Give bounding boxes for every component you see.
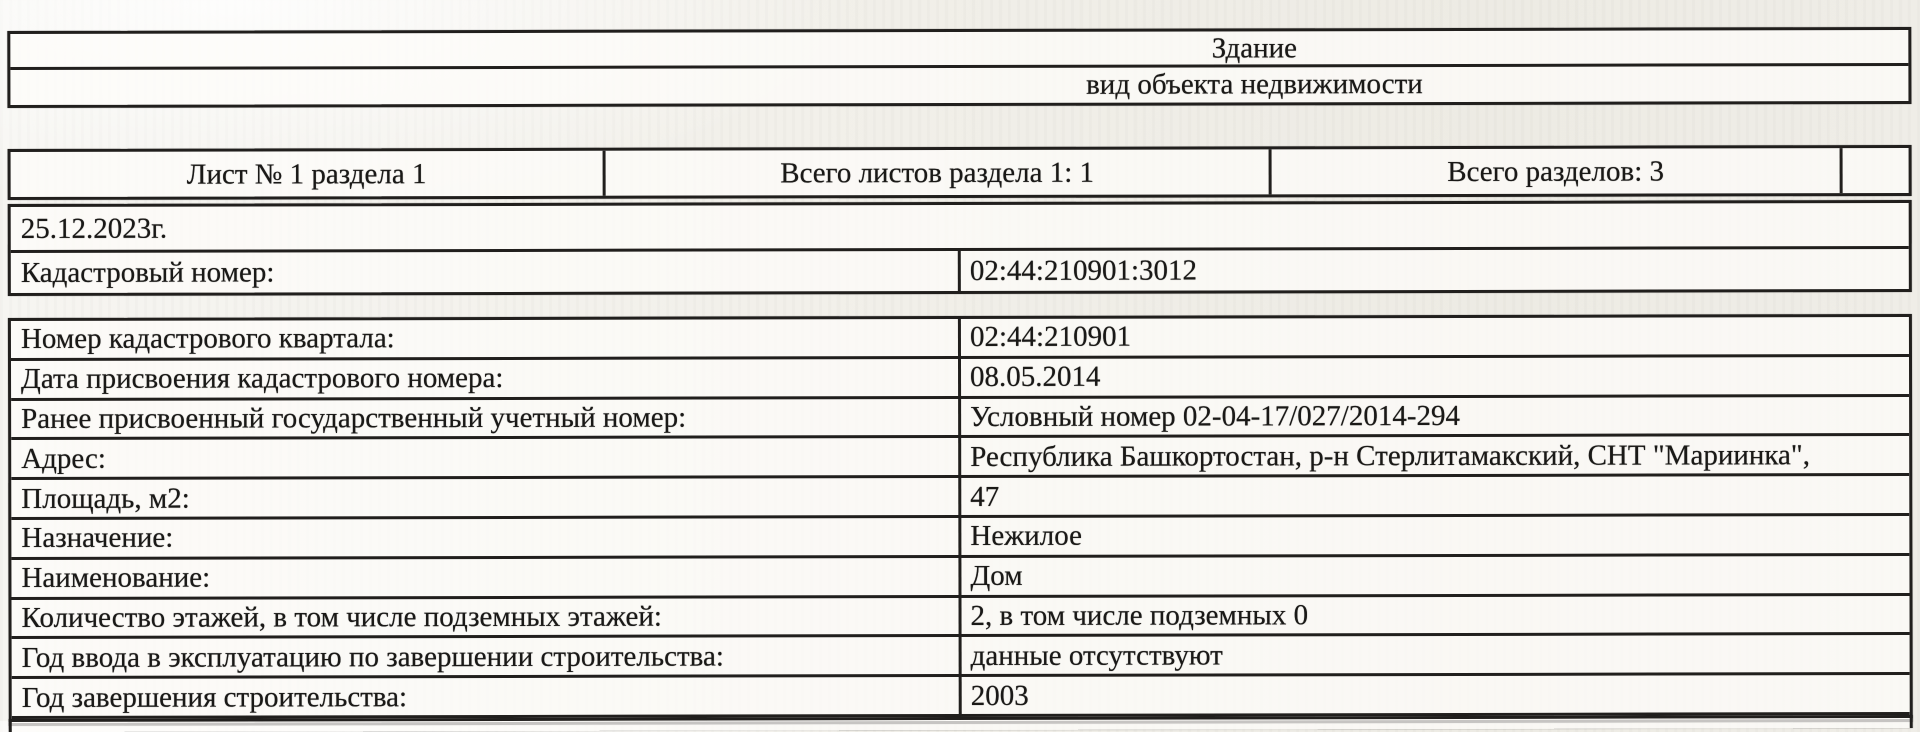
cadastral-number-table [8,200,1912,296]
object-type-value: Здание [1211,32,1298,65]
attribute-value: 2003 [959,675,1910,714]
attribute-row [11,556,1909,600]
date-row [11,203,1909,253]
attribute-label: Назначение: [21,522,174,555]
attribute-value: 08.05.2014 [958,357,1909,396]
attribute-value: 2, в том числе подземных 0 [958,596,1909,635]
attribute-label: Дата присвоения кадастрового номера: [21,362,504,396]
empty-cell [1840,148,1909,193]
attribute-row [11,516,1909,560]
total-sections-cell: Всего разделов: 3 [1269,148,1840,194]
attribute-label: Номер кадастрового квартала: [20,322,395,356]
cadastral-number-value: 02:44:210901:3012 [958,249,1909,291]
attribute-row [11,476,1909,520]
attributes-table [8,314,1913,726]
extract-date: 25.12.2023г. [20,212,168,245]
attribute-label: Год ввода в эксплуатацию по завершении строительства: [21,640,724,674]
attribute-row [11,397,1909,441]
attribute-label: Количество этажей, в том числе подземных этажей: [21,600,662,634]
cadastral-number-row [11,249,1909,293]
attribute-value: 47 [958,476,1909,515]
object-type-row [10,30,1908,70]
attribute-row [12,675,1910,719]
attribute-value: Условный номер 02-04-17/027/2014-294 [958,397,1909,436]
attribute-value: 02:44:210901 [958,317,1909,356]
attribute-label: Ранее присвоенный государственный учетный номер: [21,401,687,435]
attribute-row [12,635,1910,679]
attribute-row [11,317,1909,361]
object-type-caption: вид объекта недвижимости [1086,68,1423,101]
cadastral-number-label: Кадастровый номер: [20,256,275,289]
partial-next-row [9,715,1913,732]
sheet-info-table [8,145,1912,200]
attribute-label: Наименование: [21,561,211,595]
attribute-row [11,357,1909,401]
object-type-caption-row [10,66,1908,102]
object-type-table [7,27,1911,108]
sheet-number-cell: Лист № 1 раздела 1 [186,157,427,191]
attribute-value: Республика Башкортостан, р-н Стерлитамакский, СНТ "Мариинка", [958,436,1909,475]
attribute-value: Дом [958,556,1909,595]
attribute-value: данные отсутствуют [959,635,1910,674]
attribute-value: Нежилое [958,516,1909,555]
attribute-label: Площадь, м2: [21,482,190,515]
attribute-label: Год завершения строительства: [21,680,408,714]
attribute-label: Адрес: [21,442,106,475]
total-sheets-cell: Всего листов раздела 1: 1 [603,149,1269,195]
attribute-row [11,436,1909,480]
attribute-row [11,596,1909,640]
